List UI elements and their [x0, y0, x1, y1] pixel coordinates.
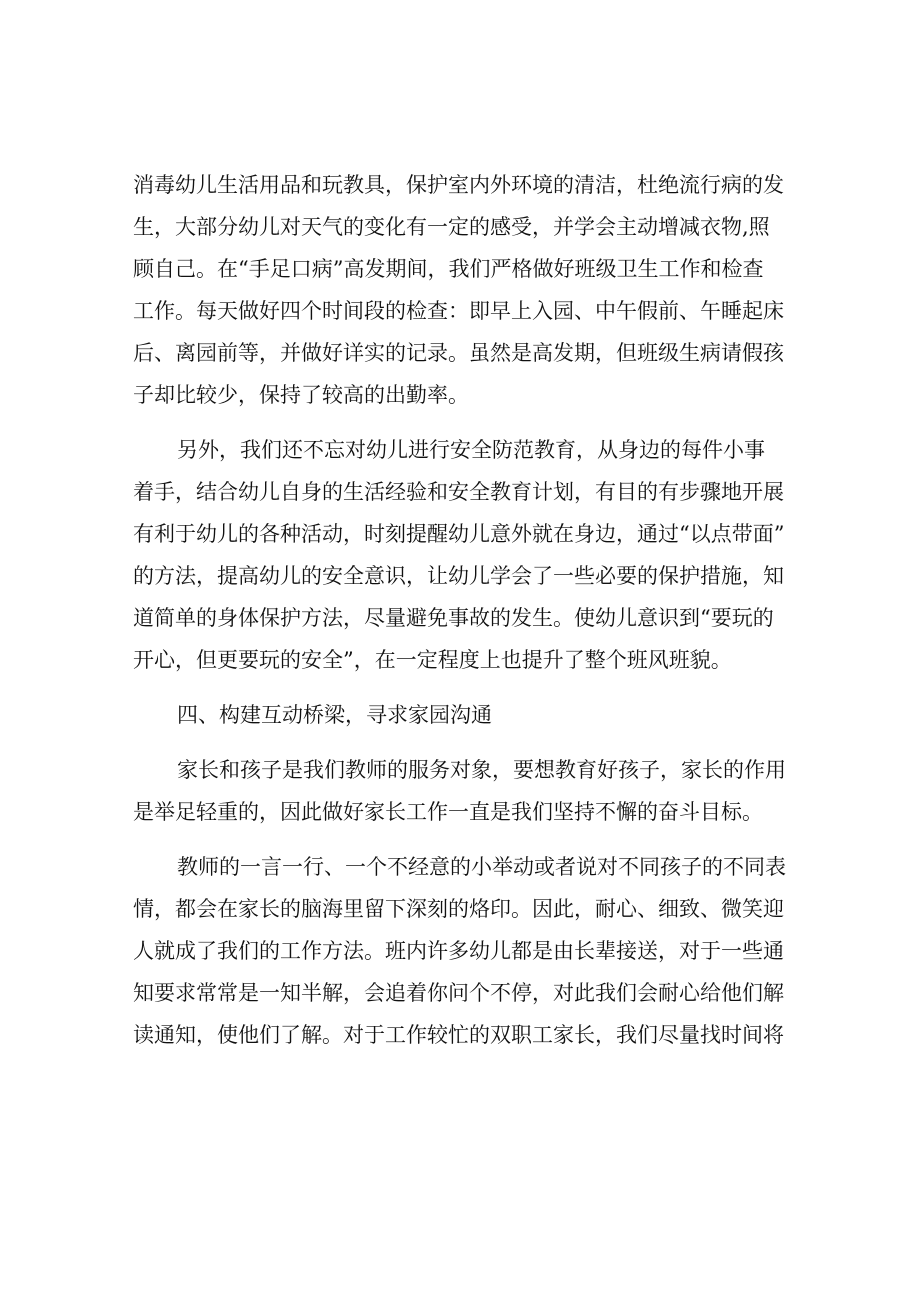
paragraph — [133, 429, 798, 681]
text-line: 是举足轻重的，因此做好家长工作一直是我们坚持不懈的奋斗目标。 — [133, 800, 763, 824]
text-line: 道简单的身体保护方法，尽量避免事故的发生。使幼儿意识到“要玩的 — [133, 606, 774, 630]
text-line: 情，都会在家长的脑海里留下深刻的烙印。因此，耐心、细致、微笑迎 — [133, 897, 784, 921]
text-line: 另外，我们还不忘对幼儿进行安全防范教育，从身边的每件小事 — [177, 438, 765, 462]
text-line: 读通知，使他们了解。对于工作较忙的双职工家长，我们尽量找时间将 — [133, 1023, 784, 1047]
text-line: 教师的一言一行、一个不经意的小举动或者说对不同孩子的不同表 — [177, 855, 786, 879]
document-body — [133, 164, 798, 1056]
paragraph — [133, 846, 798, 1056]
text-line: 后、离园前等，并做好详实的记录。虽然是高发期，但班级生病请假孩 — [133, 341, 784, 365]
text-line: 开心，但更要玩的安全”，在一定程度上也提升了整个班风班貌。 — [133, 648, 732, 672]
text-line: 工作。每天做好四个时间段的检查：即早上入园、中午假前、午睡起床 — [133, 299, 784, 323]
text-line: 生，大部分幼儿对天气的变化有一定的感受，并学会主动增减衣物,照 — [133, 215, 770, 239]
text-line: 人就成了我们的工作方法。班内许多幼儿都是由长辈接送，对于一些通 — [133, 939, 784, 963]
heading-text: 四、构建互动桥梁，寻求家园沟通 — [177, 703, 492, 727]
text-line: 着手，结合幼儿自身的生活经验和安全教育计划，有目的有步骤地开展 — [133, 480, 784, 504]
text-line: 的方法，提高幼儿的安全意识，让幼儿学会了一些必要的保护措施，知 — [133, 564, 784, 588]
text-line: 知要求常常是一知半解，会追着你问个不停，对此我们会耐心给他们解 — [133, 981, 784, 1005]
section-heading — [133, 694, 798, 736]
text-line: 家长和孩子是我们教师的服务对象，要想教育好孩子，家长的作用 — [177, 758, 786, 782]
text-line: 顾自己。在“手足口病”高发期间，我们严格做好班级卫生工作和检查 — [133, 257, 764, 281]
text-line: 子却比较少，保持了较高的出勤率。 — [133, 383, 469, 407]
text-line: 消毒幼儿生活用品和玩教具，保护室内外环境的清洁，杜绝流行病的发 — [133, 173, 784, 197]
paragraph — [133, 164, 798, 416]
text-line: 有利于幼儿的各种活动，时刻提醒幼儿意外就在身边，通过“以点带面” — [133, 522, 785, 546]
paragraph — [133, 749, 798, 833]
